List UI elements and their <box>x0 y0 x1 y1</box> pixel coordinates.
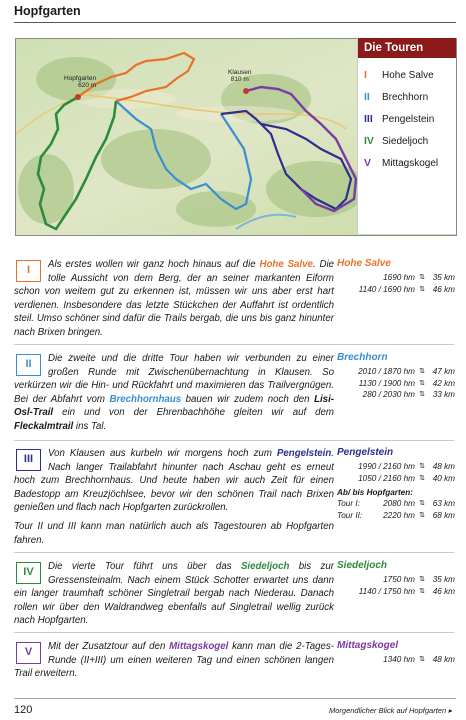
klausen-marker <box>243 88 249 94</box>
stat-elevation: 1130 / 1900 hm <box>358 378 415 388</box>
tour-text: bauen wir zudem noch den <box>181 393 315 405</box>
stat-elevation: 2220 hm <box>383 510 415 520</box>
stat-distance: 40 km <box>432 473 455 483</box>
tour-stats-III <box>337 447 455 522</box>
tour-text: Mit der Zusatztour auf den <box>48 641 170 652</box>
tour-stats-II <box>337 352 455 402</box>
hopfgarten-marker <box>75 94 81 100</box>
tour-text: Von Klausen aus kurbeln wir morgens hoch zum <box>48 448 277 459</box>
map-label-klausen: Klausen 810 m <box>228 69 252 83</box>
tour-stats-title: Hohe Salve <box>337 258 391 269</box>
legend-item-number: IV <box>364 135 374 147</box>
tour-highlight: Brechhornhaus <box>109 393 182 405</box>
stat-distance: 46 km <box>432 586 455 596</box>
stat-row <box>337 285 455 297</box>
stat-row <box>337 575 455 587</box>
up-down-icon: ⇅ <box>419 576 425 583</box>
tour-stats-title: Brechhorn <box>337 352 388 363</box>
legend-item-number: II <box>364 91 370 103</box>
tour-badge-IV: IV <box>16 562 41 584</box>
legend-item-label: Brechhorn <box>382 91 429 103</box>
stat-row <box>337 587 455 599</box>
tour-stats-title: Mittagskogel <box>337 640 399 651</box>
stat-distance: 63 km <box>432 499 455 508</box>
footer-rule <box>14 698 456 699</box>
tour-text: . Die tolle Aussicht von dem Berg, der an seiner markanten Eiform schon von weitem gut zu erkennen ist, müssen wir uns aber erst hart verdienen. Insbesondere das letzte Stückchen der Auffahrt ist ordentlich steil. Umso schöner sind dafür die Trails bergab, die uns bis ganz hinunter nach Brixen bringen. <box>14 259 335 338</box>
legend-item-label: Hohe Salve <box>382 69 434 81</box>
stat-elevation: 280 / 2030 hm <box>362 390 415 399</box>
page-header-title: Hopfgarten <box>14 4 81 18</box>
caption-text: Morgendlicher Blick auf Hopfgarten <box>328 706 447 715</box>
up-down-icon: ⇅ <box>419 656 425 663</box>
up-down-icon: ⇅ <box>419 379 425 387</box>
tour-block-II <box>14 352 334 434</box>
tour-highlight: Mittagskogel <box>169 641 229 652</box>
up-down-icon: ⇅ <box>419 368 425 375</box>
up-down-icon: ⇅ <box>419 391 425 398</box>
legend-title: Die Touren <box>358 38 456 58</box>
legend-item <box>358 130 456 152</box>
roundtrip-subtitle: Ab/ bis Hopfgarten: <box>337 488 413 497</box>
up-down-icon: ⇅ <box>419 500 425 507</box>
legend-item-number: V <box>364 157 372 169</box>
stat-elevation: 1990 / 2160 hm <box>358 462 415 471</box>
roundtrip-stat-row <box>337 511 455 523</box>
up-down-icon: ⇅ <box>419 463 425 470</box>
legend-item-label: Mittagskogel <box>382 157 439 169</box>
header-rule <box>14 22 456 23</box>
roundtrip-label: Tour I: <box>337 499 360 508</box>
stat-elevation: 1140 / 1690 hm <box>358 284 415 294</box>
tour-highlight: Lisi-Osl-Trail <box>14 393 334 419</box>
stat-row <box>337 462 455 474</box>
legend-item-label: Siedeljoch <box>382 135 429 147</box>
section-divider <box>14 632 454 633</box>
up-down-icon: ⇅ <box>419 285 425 293</box>
stat-distance: 68 km <box>432 510 455 520</box>
tour-highlight: Fleckalmtrail <box>14 420 74 432</box>
caption-arrow-icon: ▸ <box>448 706 452 715</box>
stat-row <box>337 379 455 391</box>
tour-block-IV <box>14 560 334 628</box>
section-divider <box>14 344 454 345</box>
tour-stats-IV <box>337 560 455 598</box>
stat-elevation: 2080 hm <box>383 499 415 508</box>
map-label-hopfgarten: Hopfgarten 620 m <box>64 75 97 89</box>
tour-badge-III: III <box>16 449 41 471</box>
tour-badge-I: I <box>16 260 41 282</box>
stat-distance: 35 km <box>432 575 455 584</box>
stat-distance: 42 km <box>432 378 455 388</box>
stat-elevation: 1750 hm <box>383 575 415 584</box>
tour-text: Als erstes wollen wir ganz hoch hinaus auf die <box>48 259 260 270</box>
tour-stats-title: Pengelstein <box>337 447 394 458</box>
legend-item <box>358 152 456 174</box>
stat-elevation: 1140 / 1750 hm <box>358 586 415 596</box>
tour-text: Die vierte Tour führt uns über das <box>48 561 241 572</box>
stat-row <box>337 273 455 285</box>
roundtrip-stat-row <box>337 499 455 511</box>
stat-row <box>337 474 455 486</box>
tour-text: bis zur Gressensteinalm. Nach einem Stück Schotter erwartet uns dann ein langer traumhaft schöner Singletrail bergab nach Niederau. Danach rollen wir über den Waldrandweg ebenfalls auf Singletrail wellig zurück nach Hopfgarten. <box>14 561 334 627</box>
tour-text: kann man die 2-Tages-Runde (II+III) um einen weiteren Tag und einen schönen langen Trail erweitern. <box>14 641 334 680</box>
stat-distance: 47 km <box>432 367 455 376</box>
stat-elevation: 1690 hm <box>383 273 415 282</box>
stat-distance: 35 km <box>432 273 455 282</box>
stat-distance: 48 km <box>432 462 455 471</box>
legend-item-number: III <box>364 113 373 125</box>
section-divider <box>14 552 454 553</box>
tour-badge-II: II <box>16 354 41 376</box>
tour-text: ein und von der Ehrenbachhöhe gleiten wir auf dem <box>53 407 334 419</box>
tour-block-I <box>14 258 334 340</box>
tour-highlight: Siedeljoch <box>240 561 290 572</box>
tour-text: . Nach langer Trailabfahrt hinunter nach Aschau geht es erneut hoch zum Brechhornhaus. Und heute haben wir auch Zeit für einen Badestopp am Kreuzjöchlsee, bevor wir den schönen Trail nach Brixen genießen und flach nach Hopfgarten zurückrollen. <box>14 448 334 514</box>
stat-elevation: 1340 hm <box>383 655 415 664</box>
stat-row <box>337 390 455 402</box>
page-number: 120 <box>14 704 33 716</box>
tour-block-III <box>14 447 334 547</box>
up-down-icon: ⇅ <box>419 274 425 281</box>
tour-text: ins Tal. <box>73 420 107 432</box>
tour-block-V <box>14 640 334 681</box>
legend-item-label: Pengelstein <box>382 113 435 125</box>
up-down-icon: ⇅ <box>419 474 425 482</box>
tour-stats-title: Siedeljoch <box>337 560 388 571</box>
up-down-icon: ⇅ <box>419 511 425 519</box>
stat-row <box>337 655 455 667</box>
stat-distance: 46 km <box>432 284 455 294</box>
section-divider <box>14 440 454 441</box>
legend-item <box>358 64 456 86</box>
tour-badge-V: V <box>16 642 41 664</box>
tour-stats-I <box>337 258 455 296</box>
stat-elevation: 1050 / 2160 hm <box>358 473 415 483</box>
legend-item <box>358 86 456 108</box>
up-down-icon: ⇅ <box>419 587 425 595</box>
tour-highlight: Pengelstein <box>276 448 332 459</box>
roundtrip-label: Tour II: <box>337 510 363 520</box>
tour-highlight: Hohe Salve <box>259 259 313 270</box>
stat-elevation: 2010 / 1870 hm <box>358 367 415 376</box>
stat-row <box>337 367 455 379</box>
tour-extra-text: Tour II und III kann man natürlich auch als Tagestouren ab Hopfgarten fahren. <box>14 520 334 546</box>
photo-caption <box>329 706 452 715</box>
tour-legend <box>357 38 456 234</box>
tour-text: Die zweite und die dritte Tour haben wir verbunden zu einer großen Runde mit Zwischenübernachtung in Klausen. So verkürzen wir die Hin- und Rückfahrt und maximieren das Trailvergnügen. Bei der Abfahrt vom <box>14 353 334 405</box>
tour-stats-V <box>337 640 455 667</box>
stat-distance: 33 km <box>432 390 455 399</box>
stat-distance: 48 km <box>432 655 455 664</box>
legend-item <box>358 108 456 130</box>
legend-item-number: I <box>364 69 367 81</box>
